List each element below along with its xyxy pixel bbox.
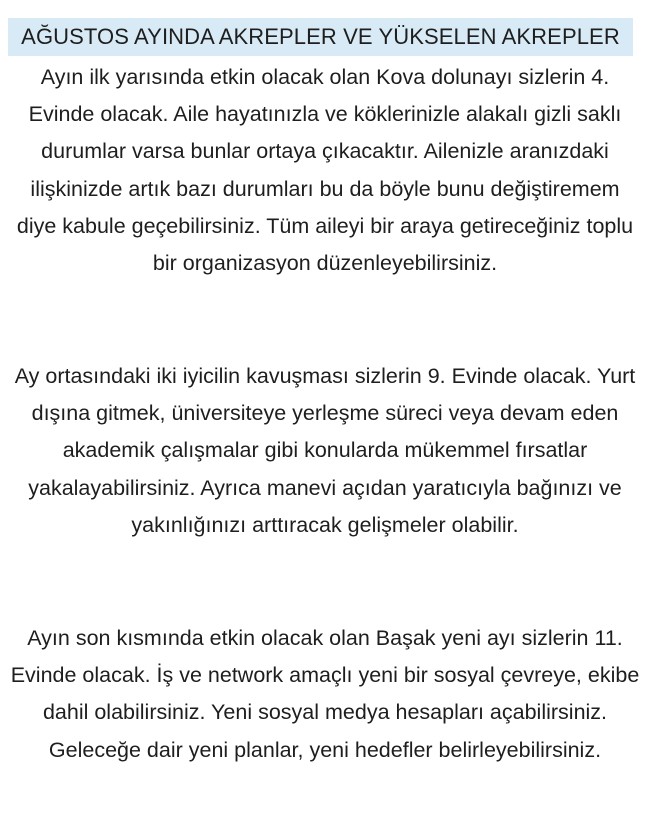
paragraph-iyicil-kavusmasi: Ay ortasındaki iki iyicilin kavuşması sizlerin 9. Evinde olacak. Yurt dışına gitmek, üniversiteye yerleşme süreci veya devam eden akademik çalışmalar gibi konularda mükemmel fırsatlar yakalayabilirsiniz. Ayrıca manevi açıdan yaratıcıyla bağınızı ve yakınlığınızı arttıracak gelişmeler olabilir. <box>14 364 636 537</box>
article-title: AĞUSTOS AYINDA AKREPLER VE YÜKSELEN AKREPLER <box>21 24 620 49</box>
paragraph-kova-dolunayi: Ayın ilk yarısında etkin olacak olan Kova dolunayı sizlerin 4. Evinde olacak. Aile hayatınızla ve köklerinizle alakalı gizli saklı durumlar varsa bunlar ortaya çıkacaktır. Ailenizle aranızdaki ilişkinizde artık bazı durumları bu da böyle bunu değiştiremem diye kabule geçebilirsiniz. Tüm aileyi bir araya getireceğiniz toplu bir organizasyon düzenleyebilirsiniz. <box>16 65 634 276</box>
title-banner <box>8 18 633 56</box>
paragraph-basak-yeni-ayi: Ayın son kısmında etkin olacak olan Başak yeni ayı sizlerin 11. Evinde olacak. İş ve network amaçlı yeni bir sosyal çevreye, ekibe dahil olabilirsiniz. Yeni sosyal medya hesapları açabilirsiniz. Geleceğe dair yeni planlar, yeni hedefler belirleyebilirsiniz. <box>10 626 640 762</box>
